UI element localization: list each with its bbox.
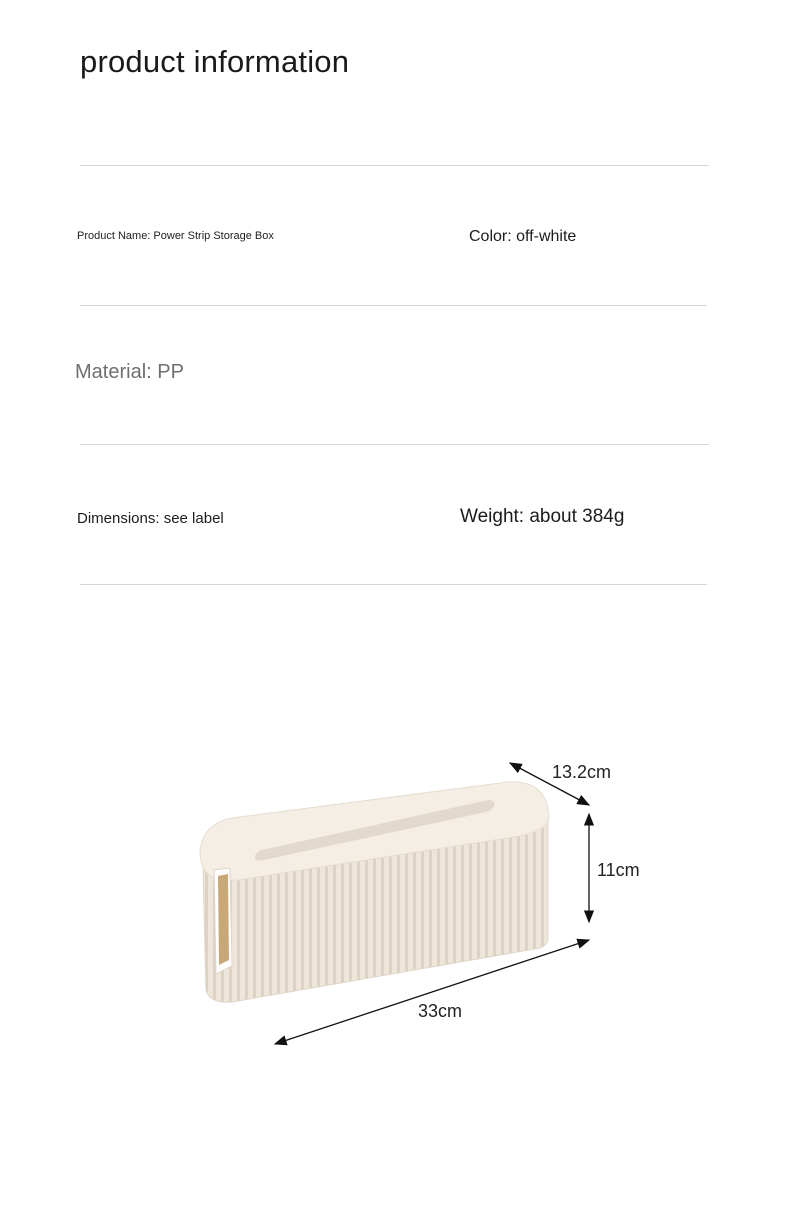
spec-color: Color: off-white [469,228,577,245]
length-label: 33cm [418,1001,463,1021]
spec-dimensions: Dimensions: see label [77,510,224,527]
storage-box [200,782,549,1002]
spec-material: Material: PP [75,361,184,383]
height-label: 11cm [597,860,640,880]
spec-product-name: Product Name: Power Strip Storage Box [77,230,274,242]
page-title: product information [80,44,350,79]
depth-label: 13.2cm [552,762,612,782]
inner-wood-panel [218,874,229,965]
spec-weight: Weight: about 384g [460,506,625,527]
